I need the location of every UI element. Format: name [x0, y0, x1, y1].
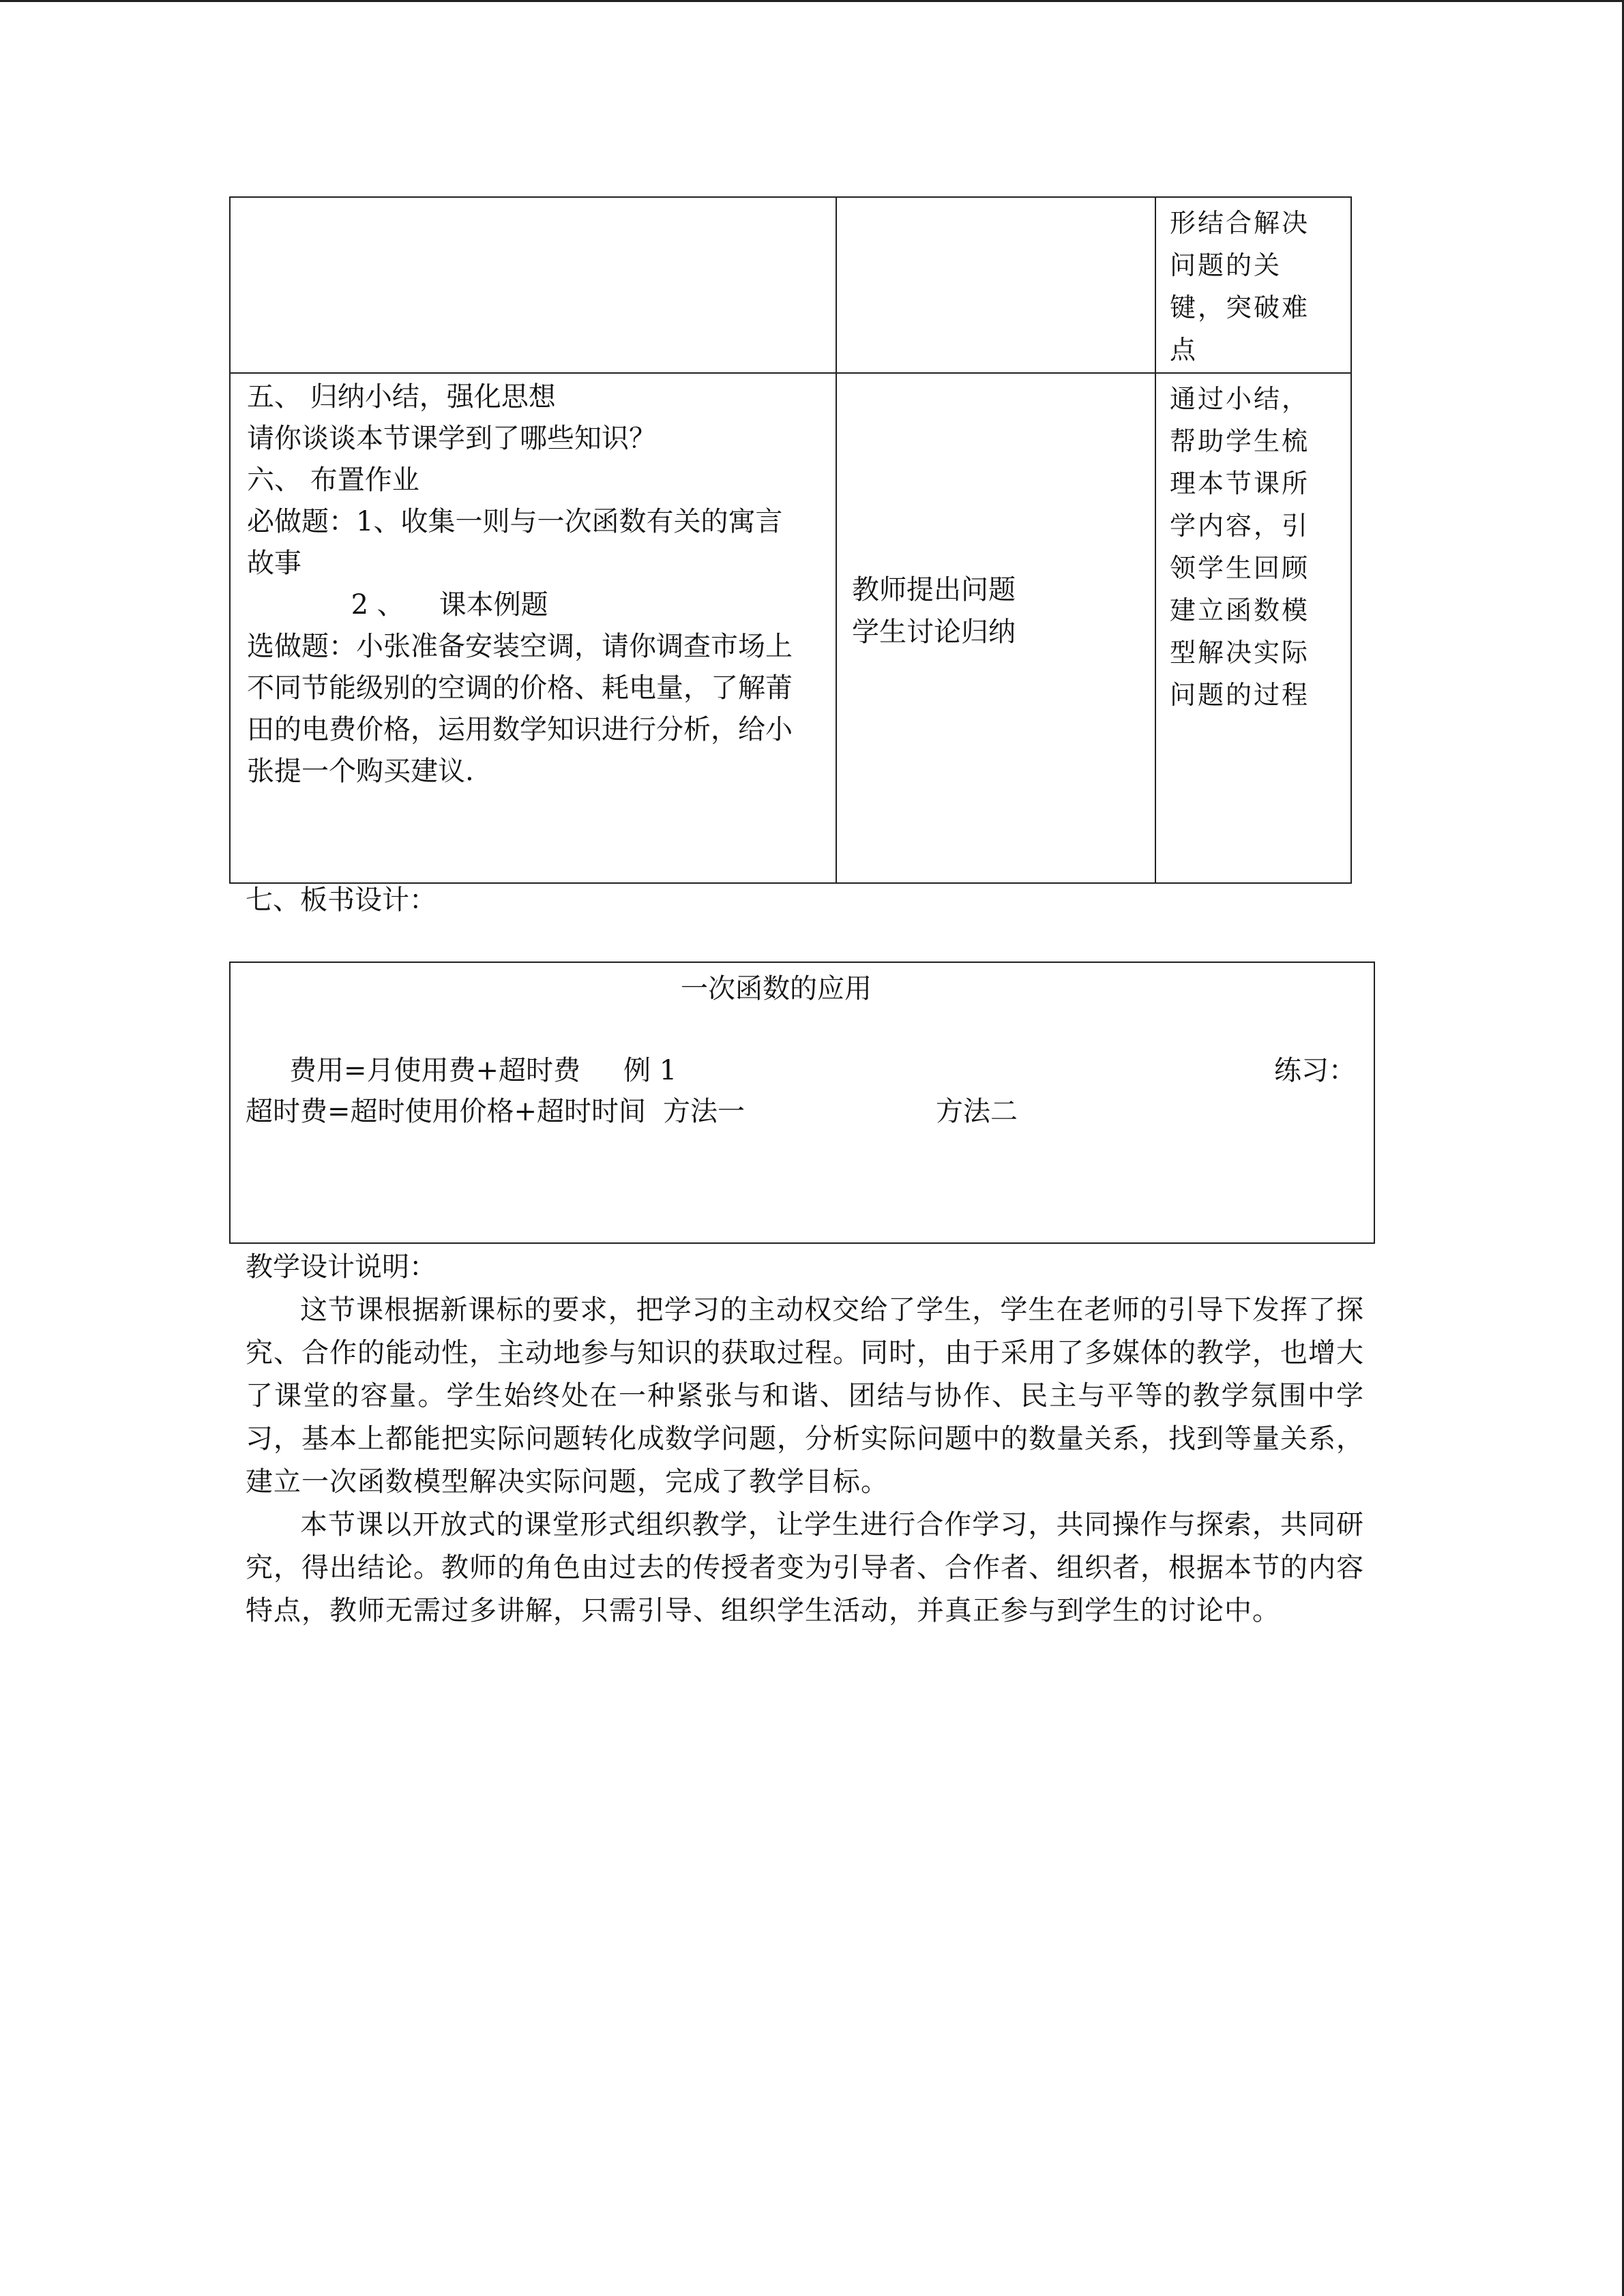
note-line: 型解决实际 — [1170, 638, 1310, 668]
lesson-table — [229, 196, 1352, 884]
design-notes-paragraph: 这节课根据新课标的要求，把学习的主动权交给了学生，学生在老师的引导下发挥了探究、合作的能动性，主动地参与知识的获取过程。同时，由于采用了多媒体的教学，也增大了课堂的容量。学生始终处在一种紧张与和谐、团结与协作、民主与平等的教学氛围中学习，基本上都能把实际问题转化成数学问题，分析实际问题中的数量关系，找到等量关系，建立一次函数模型解决实际问题，完成了教学目标。 — [246, 1294, 1364, 1497]
note-line: 建立函数模 — [1170, 595, 1310, 625]
board-practice: 练习： — [1274, 1055, 1356, 1086]
board-method-two: 方法二 — [936, 1096, 1018, 1127]
board-formula-overtime: 超时费=超时使用价格+超时时间 — [246, 1096, 647, 1127]
board-design-heading: 七、板书设计： — [246, 884, 437, 916]
note-cell — [1155, 373, 1351, 883]
note-line: 理本节课所 — [1170, 468, 1310, 498]
content-line: 田的电费价格，运用数学知识进行分析，给小 — [247, 714, 793, 745]
activity-line: 学生讨论归纳 — [852, 616, 1016, 648]
design-notes-heading: 教学设计说明： — [246, 1251, 437, 1283]
content-line: 请你谈谈本节课学到了哪些知识？ — [247, 423, 656, 454]
note-line: 形结合解决 — [1170, 208, 1310, 238]
board-formula-cost: 费用=月使用费+超时费 — [289, 1055, 581, 1086]
section-five-title: 五、 归纳小结，强化思想 — [247, 381, 556, 413]
design-notes-paragraph: 本节课以开放式的课堂形式组织教学，让学生进行合作学习，共同操作与探索，共同研究，得出结论。教师的角色由过去的传授者变为引导者、合作者、组织者，根据本节的内容特点，教师无需过多讲解，只需引导、组织学生活动，并真正参与到学生的讨论中。 — [246, 1509, 1364, 1626]
note-line: 点 — [1170, 335, 1198, 365]
note-line: 领学生回顾 — [1170, 553, 1310, 583]
design-notes — [246, 1246, 1364, 1632]
note-line: 问题的过程 — [1170, 680, 1310, 710]
board-design-box — [229, 961, 1375, 1244]
content-line: 故事 — [247, 548, 301, 579]
board-method-one: 方法一 — [663, 1096, 745, 1127]
note-line: 学内容，引 — [1170, 511, 1310, 541]
content-line: 不同节能级别的空调的价格、耗电量，了解莆 — [247, 672, 793, 704]
activity-cell — [836, 197, 1155, 373]
content-cell — [230, 373, 836, 883]
note-cell — [1155, 197, 1351, 373]
note-line: 键，突破难 — [1170, 293, 1310, 323]
note-line: 帮助学生梳 — [1170, 426, 1310, 456]
content-cell — [230, 197, 836, 373]
note-line: 问题的关 — [1170, 250, 1282, 280]
note-line: 通过小结， — [1170, 384, 1310, 414]
board-example: 例 1 — [623, 1055, 677, 1086]
board-title: 一次函数的应用 — [681, 973, 872, 1004]
content-line: 必做题：1、收集一则与一次函数有关的寓言 — [247, 506, 783, 537]
content-line: 张提一个购买建议. — [247, 756, 474, 787]
table-row — [230, 373, 1351, 883]
table-row — [230, 197, 1351, 373]
content-line: 2 、 课本例题 — [247, 589, 548, 621]
content-line: 选做题：小张准备安装空调，请你调查市场上 — [247, 631, 793, 662]
activity-cell — [836, 373, 1155, 883]
activity-line: 教师提出问题 — [852, 574, 1016, 606]
section-six-title: 六、 布置作业 — [247, 464, 419, 496]
